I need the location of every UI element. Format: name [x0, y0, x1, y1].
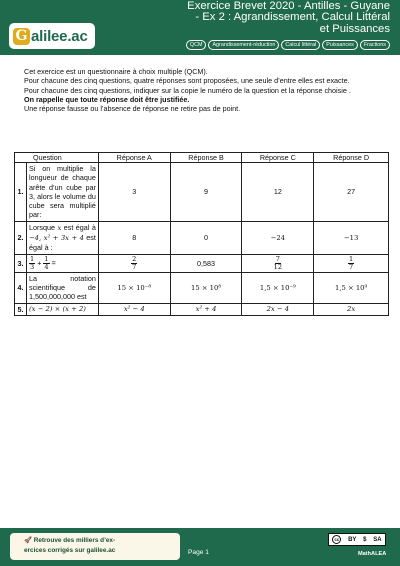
header-answer-c: Réponse C: [242, 153, 314, 163]
answer-d: −13: [314, 221, 389, 254]
exercise-title: [140, 1, 390, 35]
table-row: [15, 254, 389, 272]
qcm-table: [14, 152, 389, 316]
instruction-line-4: On rappelle que toute réponse doit être justifiée.: [24, 94, 190, 104]
logo-text: alilee.ac: [31, 27, 88, 45]
instruction-line-1: Cet exercice est un questionnaire à choix multiple (QCM).: [24, 67, 208, 76]
answer-b: 15 × 10⁸: [170, 272, 242, 303]
table-row: [15, 221, 389, 254]
answer-d: $\frac{1}{7}$: [314, 254, 389, 272]
question-text: (x − 2) × (x + 2): [26, 303, 98, 315]
table-row: [15, 163, 389, 222]
answer-a: x² − 4: [98, 303, 170, 315]
answer-d: 1,5 × 10⁹: [314, 272, 389, 303]
question-text: [26, 221, 98, 254]
sa-icon: SA: [373, 536, 382, 543]
answer-a: 3: [98, 163, 170, 222]
header-answer-d: Réponse D: [314, 153, 389, 163]
cc-license-badge[interactable]: [328, 533, 386, 546]
promo-line-2: ercices corrigés sur galilee.ac: [24, 547, 116, 554]
header-answer-a: Réponse A: [98, 153, 170, 163]
answer-d: 27: [314, 163, 389, 222]
by-icon: BY: [348, 536, 357, 543]
answer-c: 12: [242, 163, 314, 222]
instruction-line-5: Une réponse fausse ou l’absence de réponse ne retire pas de point.: [24, 104, 241, 114]
question-text: $\frac{1}{3}$ + $\frac{1}{4}$ =: [26, 254, 98, 272]
instruction-line-2: Pour chacune des cinq questions, quatre réponses sont proposées, une seule d’entre elles est exacte.: [24, 76, 350, 86]
table-row: [15, 303, 389, 315]
question-number: 5.: [15, 303, 27, 315]
instructions: [24, 67, 384, 113]
instruction-line-3: Pour chacune des cinq questions, indiquer sur la copie le numéro de la question et la réponse choisie .: [24, 85, 351, 95]
tag-fractions[interactable]: Fractions: [360, 40, 390, 50]
answer-c: 2x − 4: [242, 303, 314, 315]
question-number: 1.: [15, 163, 27, 222]
header-question: Question: [15, 153, 99, 163]
answer-a: $\frac{2}{7}$: [98, 254, 170, 272]
answer-a: 15 × 10⁻⁸: [98, 272, 170, 303]
fraction: $\frac{1}{4}$: [44, 254, 49, 271]
table-header-row: [15, 153, 389, 163]
question-part: est égal à :: [28, 233, 96, 253]
answer-c: −24: [242, 221, 314, 254]
tag-qcm[interactable]: QCM: [186, 40, 207, 50]
question-number: 4.: [15, 272, 27, 303]
galilee-logo[interactable]: [9, 23, 95, 49]
title-line-1: Exercice Brevet 2020 - Antilles - Guyane: [187, 0, 390, 12]
cc-icon: cc: [334, 537, 340, 542]
fraction: $\frac{1}{3}$: [29, 254, 35, 271]
title-line-2: - Ex 2 : Agrandissement, Calcul Littéral: [195, 11, 390, 24]
tag-puissances[interactable]: Puissances: [322, 40, 358, 50]
nc-icon: $: [363, 536, 367, 543]
promo-line-1: Retrouve des milliers d’ex-: [33, 537, 116, 544]
question-number: 3.: [15, 254, 27, 272]
answer-d: 2x: [314, 303, 389, 315]
question-variable: x: [57, 223, 62, 232]
answer-c: $\frac{7}{12}$: [242, 254, 314, 272]
question-text: Si on multiplie la longueur de chaque arête d’un cube par 3, alors le volume du cube sera multiplié par:: [26, 163, 98, 222]
rocket-icon: 🚀: [24, 537, 32, 544]
question-number: 2.: [15, 221, 27, 254]
answer-b: 9: [170, 163, 242, 222]
question-text: La notation scientifique de 1,500,000,000 est: [26, 272, 98, 303]
tag-calcul-litteral[interactable]: Calcul littéral: [281, 40, 320, 50]
question-expression: −4, x² + 3x + 4: [28, 234, 84, 243]
question-part: est égal à: [61, 222, 96, 232]
title-line-3: et Puissances: [319, 22, 390, 35]
question-part: Lorsque: [28, 222, 58, 232]
answer-b: x² + 4: [170, 303, 242, 315]
answer-b: 0,583: [170, 254, 242, 272]
tag-agrandissement[interactable]: Agrandissement-réduction: [208, 40, 279, 50]
header-answer-b: Réponse B: [170, 153, 242, 163]
answer-c: 1,5 × 10⁻⁹: [242, 272, 314, 303]
page-number: Page 1: [188, 549, 209, 556]
answer-b: 0: [170, 221, 242, 254]
logo-mark: G: [13, 28, 30, 45]
answer-a: 8: [98, 221, 170, 254]
mathalea-brand: MathALEA: [358, 551, 387, 557]
promo-box[interactable]: [10, 533, 180, 560]
tag-list: [186, 40, 390, 50]
table-row: [15, 272, 389, 303]
